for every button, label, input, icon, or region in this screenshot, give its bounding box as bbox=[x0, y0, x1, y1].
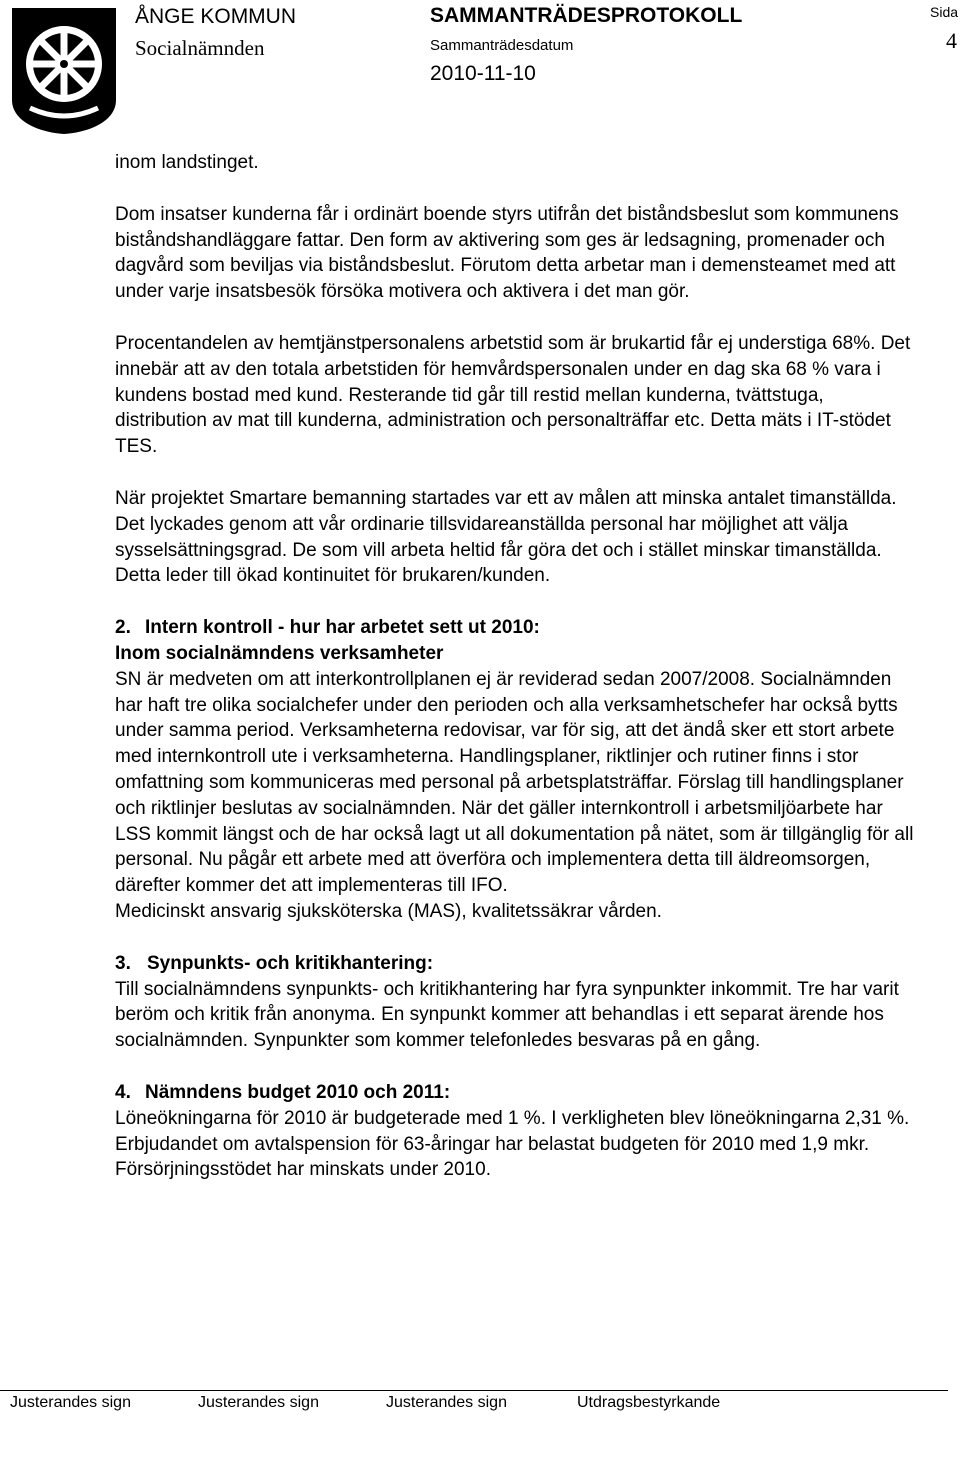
section-heading bbox=[115, 615, 915, 641]
page-label: Sida bbox=[930, 4, 959, 20]
section-title: Nämndens budget 2010 och 2011: bbox=[145, 1081, 451, 1103]
meeting-date-label: Sammanträdesdatum bbox=[430, 37, 574, 54]
section-internal-control bbox=[115, 615, 915, 899]
section-number: 4. bbox=[115, 1081, 131, 1103]
footer-signature-3: Justerandes sign bbox=[386, 1394, 507, 1411]
paragraph-ordinary-housing: Dom insatser kunderna får i ordinärt boende styrs utifrån det biståndsbeslut som kommunens biståndshandläggare fattar. Den form av aktivering som ges är ledsagning, promenader och dagvård som beviljas via biståndsbeslut. Förutom detta arbetar man i demensteamet med att under varje insatsbesök försöka motivera och aktivera i det man gör. bbox=[115, 203, 899, 303]
footer-signature-1: Justerandes sign bbox=[10, 1394, 131, 1411]
document-type: SAMMANTRÄDESPROTOKOLL bbox=[430, 4, 743, 27]
page-number: 4 bbox=[946, 28, 957, 53]
paragraph-mas: Medicinskt ansvarig sjuksköterska (MAS), kvalitetssäkrar vården. bbox=[115, 900, 662, 922]
committee-name: Socialnämnden bbox=[135, 36, 265, 60]
section-budget bbox=[115, 1080, 915, 1183]
section-feedback-handling bbox=[115, 951, 915, 1054]
municipality-name: ÅNGE KOMMUN bbox=[135, 5, 297, 28]
section-number: 3. bbox=[115, 952, 131, 974]
section-text: Till socialnämndens synpunkts- och kritikhantering har fyra synpunkter inkommit. Tre har varit beröm och kritik från anonyma. En synpunkt kommer att behandlas i ett separat ärende hos socialnämnden. Synpunkter som kommer telefonledes besvaras på en gång. bbox=[115, 978, 899, 1052]
section-title: Synpunkts- och kritikhantering: bbox=[147, 952, 434, 974]
document-body bbox=[115, 150, 915, 1209]
footer-signature-2: Justerandes sign bbox=[198, 1394, 319, 1411]
section-number: 2. bbox=[115, 617, 131, 639]
footer-divider bbox=[0, 1390, 948, 1391]
footer-certified: Utdragsbestyrkande bbox=[577, 1394, 721, 1411]
municipal-wheel-emblem-icon bbox=[8, 4, 120, 136]
paragraph-staffing: När projektet Smartare bemanning startades var ett av målen att minska antalet timanställda. Det lyckades genom att vår ordinarie tillsvidareanställda personal har möjlighet att välja sysselsättningsgrad. De som vill arbeta heltid får göra det och i stället minskar timanställda. Detta leder till ökad kontinuitet för brukaren/kunden. bbox=[115, 487, 897, 587]
meeting-date: 2010-11-10 bbox=[430, 62, 536, 85]
section-heading bbox=[115, 951, 915, 977]
section-text: SN är medveten om att interkontrollplanen ej är reviderad sedan 2007/2008. Socialnämnden har haft tre olika socialchefer under den perioden och alla verksamhetschefer har också bytts under samma period. Verksamheterna redovisar, var för sig, att det ändå sker ett stort arbete med internkontroll ute i verksamheterna. Handlingsplaner, riktlinjer och rutiner finns i stor omfattning som kommuniceras med personal på arbetsplatsträffar. Förslag till handlingsplaner och riktlinjer beslutas av socialnämnden. När det gäller internkontroll i arbetsmiljöarbete har LSS kommit längst och de har också lagt ut all dokumentation på nätet, som är tillgänglig för all personal. Nu pågår ett arbete med att överföra och implementera detta till äldreomsorgen, därefter kommer det att implementeras till IFO. bbox=[115, 668, 914, 897]
paragraph-client-time: Procentandelen av hemtjänstpersonalens arbetstid som är brukartid får ej understiga 68%. Det innebär att av den totala arbetstiden för hemvårdspersonalen under en dag ska 68 % vara i kundens bostad med kund. Resterande tid går till restid mellan kunderna, tvättstuga, distribution av mat till kunderna, administration och personalträffar etc. Detta mäts i IT-stödet TES. bbox=[115, 332, 911, 458]
section-text: Löneökningarna för 2010 är budgeterade med 1 %. I verkligheten blev löneökningarna 2,31 %. Erbjudandet om avtalspension för 63-åringar har belastat budgeten för 2010 med 1,9 mkr. Försörjningsstödet har minskats under 2010. bbox=[115, 1107, 910, 1181]
section-heading bbox=[115, 1080, 915, 1106]
paragraph-landsting: inom landstinget. bbox=[115, 152, 259, 173]
section-title: Intern kontroll - hur har arbetet sett ut 2010: bbox=[145, 617, 540, 639]
section-subtitle: Inom socialnämndens verksamheter bbox=[115, 642, 444, 664]
